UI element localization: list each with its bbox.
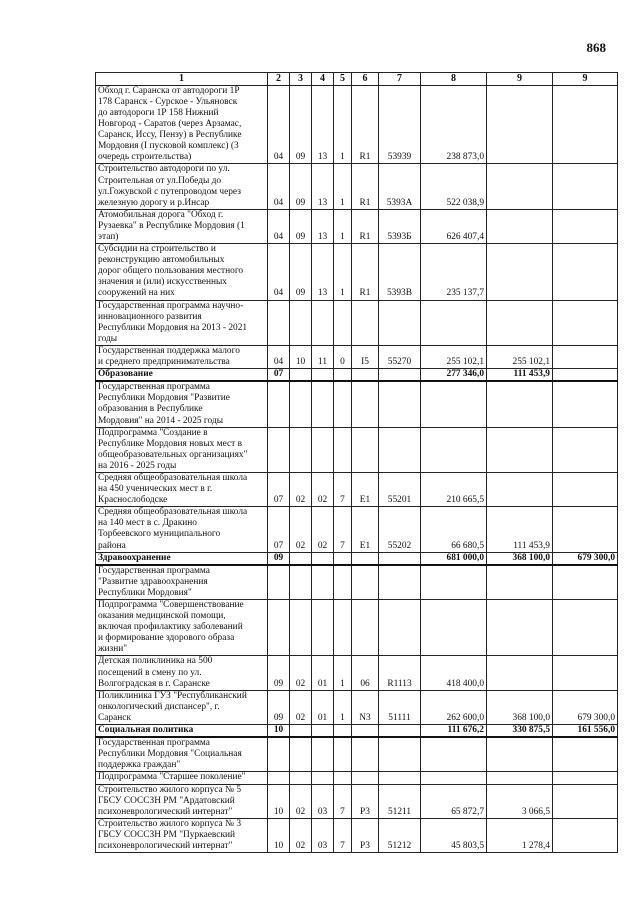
- subprogram-code-cell: [334, 552, 352, 565]
- amount-cell: 1 278,4: [487, 818, 553, 852]
- subsection-code-cell: [290, 600, 312, 656]
- amount-cell: 161 556,0: [553, 725, 618, 738]
- subsection-code-cell: 09: [290, 164, 312, 209]
- subsection-code-cell: [290, 725, 312, 738]
- section-code-cell: [268, 600, 290, 656]
- table-row: [96, 244, 618, 300]
- section-code-cell: [268, 565, 290, 600]
- direction-code-cell: E1: [352, 507, 379, 552]
- amount-cell: 626 407,4: [421, 209, 487, 243]
- table-row: [96, 427, 618, 472]
- subprogram-code-cell: 1: [334, 209, 352, 243]
- expense-code-cell: 51111: [379, 690, 421, 724]
- table-row: [96, 345, 618, 368]
- expense-code-cell: 5393А: [379, 164, 421, 209]
- amount-cell: [421, 300, 487, 345]
- direction-code-cell: [352, 381, 379, 427]
- amount-cell: 66 680,5: [421, 507, 487, 552]
- column-header: 9: [553, 73, 618, 86]
- amount-cell: 262 600,0: [421, 690, 487, 724]
- program-code-cell: 03: [312, 784, 334, 818]
- amount-cell: [553, 164, 618, 209]
- amount-cell: [487, 244, 553, 300]
- page-number: 868: [586, 40, 606, 55]
- amount-cell: [421, 565, 487, 600]
- amount-cell: 65 872,7: [421, 784, 487, 818]
- item-name-cell: Атомобильная дорога "Обход г. Рузаевка" в Республике Мордовия (1 этап): [96, 209, 268, 243]
- direction-code-cell: [352, 725, 379, 738]
- amount-cell: 368 100,0: [487, 690, 553, 724]
- table-row: [96, 565, 618, 600]
- expense-code-cell: [379, 427, 421, 472]
- amount-cell: 681 000,0: [421, 552, 487, 565]
- subprogram-code-cell: [334, 381, 352, 427]
- expense-code-cell: 55201: [379, 472, 421, 506]
- subsection-code-cell: 02: [290, 472, 312, 506]
- program-code-cell: [312, 300, 334, 345]
- subprogram-code-cell: 1: [334, 244, 352, 300]
- item-name-cell: Строительство жилого корпуса № 3 ГБСУ СОССЗН РМ "Пуркаевский психоневрологический интернат": [96, 818, 268, 852]
- column-header: 5: [334, 73, 352, 86]
- expense-code-cell: [379, 381, 421, 427]
- item-name-cell: Образование: [96, 369, 268, 382]
- section-code-cell: [268, 300, 290, 345]
- subsection-code-cell: [290, 427, 312, 472]
- item-name-cell: Подпрограмма "Создание в Республике Мордовия новых мест в общеобразовательных организациях" на 2016 - 2025 годы: [96, 427, 268, 472]
- expense-code-cell: [379, 725, 421, 738]
- section-code-cell: [268, 381, 290, 427]
- amount-cell: [553, 381, 618, 427]
- column-header: 8: [421, 73, 487, 86]
- amount-cell: [487, 472, 553, 506]
- amount-cell: [553, 244, 618, 300]
- subprogram-code-cell: 1: [334, 656, 352, 690]
- direction-code-cell: [352, 427, 379, 472]
- amount-cell: [487, 164, 553, 209]
- subsection-code-cell: [290, 772, 312, 784]
- direction-code-cell: [352, 565, 379, 600]
- subsection-code-cell: [290, 369, 312, 382]
- direction-code-cell: E1: [352, 472, 379, 506]
- item-name-cell: Детская поликлиника на 500 посещений в смену по ул. Волгоградская в г. Саранске: [96, 656, 268, 690]
- table-row: [96, 600, 618, 656]
- item-name-cell: Поликлиника ГУЗ "Республиканский онкологический диспансер", г. Саранск: [96, 690, 268, 724]
- amount-cell: [553, 565, 618, 600]
- column-header: 2: [268, 73, 290, 86]
- amount-cell: [553, 656, 618, 690]
- section-code-cell: 04: [268, 164, 290, 209]
- amount-cell: [553, 300, 618, 345]
- program-code-cell: 11: [312, 345, 334, 368]
- table-row: [96, 507, 618, 552]
- amount-cell: [487, 565, 553, 600]
- program-code-cell: [312, 552, 334, 565]
- direction-code-cell: [352, 772, 379, 784]
- direction-code-cell: R1: [352, 85, 379, 164]
- item-name-cell: Средняя общеобразовательная школа на 140 мест в с. Дракино Торбеевского муниципального района: [96, 507, 268, 552]
- subsection-code-cell: 02: [290, 690, 312, 724]
- section-code-cell: 10: [268, 818, 290, 852]
- subsection-code-cell: [290, 565, 312, 600]
- subprogram-code-cell: [334, 725, 352, 738]
- subsection-code-cell: 09: [290, 209, 312, 243]
- column-header: 4: [312, 73, 334, 86]
- expense-code-cell: 51212: [379, 818, 421, 852]
- item-name-cell: Социальная политика: [96, 725, 268, 738]
- expense-code-cell: [379, 300, 421, 345]
- subsection-code-cell: [290, 381, 312, 427]
- subprogram-code-cell: [334, 300, 352, 345]
- program-code-cell: 13: [312, 85, 334, 164]
- direction-code-cell: [352, 737, 379, 772]
- amount-cell: 111 676,2: [421, 725, 487, 738]
- amount-cell: [421, 772, 487, 784]
- table-row: [96, 209, 618, 243]
- column-header: 6: [352, 73, 379, 86]
- amount-cell: 255 102,1: [487, 345, 553, 368]
- item-name-cell: Строительство автодороги по ул. Строительная от ул.Победы до ул.Гожувской с путепроводом через железную дорогу и р.Инсар: [96, 164, 268, 209]
- direction-code-cell: R1: [352, 209, 379, 243]
- subprogram-code-cell: [334, 772, 352, 784]
- amount-cell: [487, 300, 553, 345]
- table-row: [96, 472, 618, 506]
- expense-code-cell: [379, 369, 421, 382]
- amount-cell: [421, 737, 487, 772]
- program-code-cell: [312, 369, 334, 382]
- subprogram-code-cell: [334, 369, 352, 382]
- subsection-code-cell: [290, 552, 312, 565]
- program-code-cell: 01: [312, 656, 334, 690]
- program-code-cell: 03: [312, 818, 334, 852]
- expense-code-cell: [379, 565, 421, 600]
- amount-cell: 3 066,5: [487, 784, 553, 818]
- subprogram-code-cell: [334, 427, 352, 472]
- program-code-cell: 01: [312, 690, 334, 724]
- item-name-cell: Государственная поддержка малого и среднего предпринимательства: [96, 345, 268, 368]
- program-code-cell: [312, 565, 334, 600]
- program-code-cell: [312, 381, 334, 427]
- amount-cell: [553, 737, 618, 772]
- section-code-cell: 10: [268, 725, 290, 738]
- amount-cell: [487, 737, 553, 772]
- direction-code-cell: I5: [352, 345, 379, 368]
- item-name-cell: Здравоохранение: [96, 552, 268, 565]
- item-name-cell: Государственная программа Республики Мордовия "Социальная поддержка граждан": [96, 737, 268, 772]
- section-code-cell: 04: [268, 209, 290, 243]
- section-code-cell: 09: [268, 690, 290, 724]
- subsection-code-cell: [290, 300, 312, 345]
- direction-code-cell: N3: [352, 690, 379, 724]
- section-code-cell: 10: [268, 784, 290, 818]
- section-code-cell: [268, 772, 290, 784]
- subsection-code-cell: 02: [290, 818, 312, 852]
- expense-code-cell: 55202: [379, 507, 421, 552]
- subsection-code-cell: 09: [290, 244, 312, 300]
- table-row: [96, 381, 618, 427]
- section-code-cell: 07: [268, 472, 290, 506]
- program-code-cell: [312, 772, 334, 784]
- amount-cell: [421, 381, 487, 427]
- amount-cell: [553, 772, 618, 784]
- amount-cell: 368 100,0: [487, 552, 553, 565]
- item-name-cell: Государственная программа научно- инновационного развития Республики Мордовия на 2013 - 2021 годы: [96, 300, 268, 345]
- subprogram-code-cell: [334, 600, 352, 656]
- item-name-cell: Обход г. Саранска от автодороги 1Р 178 Саранск - Сурское - Ульяновск до автодороги 1Р 158 Нижний Новгород - Саратов (через Арзамас, Саранск, Исcу, Пензу) в Республике Мордовия (I пусковой комплекс) (3 очередь строительства): [96, 85, 268, 164]
- amount-cell: [421, 600, 487, 656]
- subprogram-code-cell: 7: [334, 472, 352, 506]
- amount-cell: 235 137,7: [421, 244, 487, 300]
- amount-cell: 255 102,1: [421, 345, 487, 368]
- direction-code-cell: R1: [352, 244, 379, 300]
- program-code-cell: 13: [312, 244, 334, 300]
- subprogram-code-cell: 1: [334, 164, 352, 209]
- item-name-cell: Субсидии на строительство и реконструкцию автомобильных дорог общего пользования местного значения и (или) искусственных сооружений на них: [96, 244, 268, 300]
- section-code-cell: 09: [268, 552, 290, 565]
- direction-code-cell: [352, 369, 379, 382]
- amount-cell: [487, 772, 553, 784]
- amount-cell: [553, 369, 618, 382]
- subprogram-code-cell: 7: [334, 507, 352, 552]
- amount-cell: 330 875,5: [487, 725, 553, 738]
- amount-cell: [487, 85, 553, 164]
- amount-cell: 418 400,0: [421, 656, 487, 690]
- item-name-cell: Средняя общеобразовательная школа на 450 ученических мест в г. Краснослободске: [96, 472, 268, 506]
- subprogram-code-cell: 1: [334, 690, 352, 724]
- program-code-cell: [312, 725, 334, 738]
- subsection-code-cell: [290, 737, 312, 772]
- amount-cell: [553, 472, 618, 506]
- table-row: [96, 690, 618, 724]
- subsection-code-cell: 10: [290, 345, 312, 368]
- direction-code-cell: 06: [352, 656, 379, 690]
- item-name-cell: Строительство жилого корпуса № 5 ГБСУ СОССЗН РМ "Ардатовский психоневрологический интернат": [96, 784, 268, 818]
- column-header: 9: [487, 73, 553, 86]
- program-code-cell: 13: [312, 164, 334, 209]
- table-body: [96, 85, 618, 852]
- table-row: [96, 300, 618, 345]
- expense-code-cell: 5393В: [379, 244, 421, 300]
- expense-code-cell: 51211: [379, 784, 421, 818]
- direction-code-cell: [352, 300, 379, 345]
- amount-cell: 45 803,5: [421, 818, 487, 852]
- subprogram-code-cell: 7: [334, 818, 352, 852]
- direction-code-cell: P3: [352, 784, 379, 818]
- expense-code-cell: [379, 600, 421, 656]
- section-code-cell: [268, 427, 290, 472]
- expense-code-cell: [379, 772, 421, 784]
- amount-cell: 679 300,0: [553, 552, 618, 565]
- program-code-cell: [312, 737, 334, 772]
- section-code-cell: 04: [268, 244, 290, 300]
- section-total-row: [96, 369, 618, 382]
- expense-code-cell: 55270: [379, 345, 421, 368]
- subsection-code-cell: 09: [290, 85, 312, 164]
- program-code-cell: [312, 600, 334, 656]
- amount-cell: 522 038,9: [421, 164, 487, 209]
- subprogram-code-cell: 1: [334, 85, 352, 164]
- amount-cell: [487, 427, 553, 472]
- amount-cell: [553, 209, 618, 243]
- subsection-code-cell: 02: [290, 656, 312, 690]
- program-code-cell: 02: [312, 507, 334, 552]
- program-code-cell: 02: [312, 472, 334, 506]
- direction-code-cell: [352, 552, 379, 565]
- subprogram-code-cell: 0: [334, 345, 352, 368]
- section-total-row: [96, 552, 618, 565]
- table-row: [96, 85, 618, 164]
- amount-cell: 277 346,0: [421, 369, 487, 382]
- amount-cell: [421, 427, 487, 472]
- column-header: 1: [96, 73, 268, 86]
- direction-code-cell: [352, 600, 379, 656]
- section-code-cell: 04: [268, 345, 290, 368]
- expense-code-cell: 5393Б: [379, 209, 421, 243]
- amount-cell: [487, 209, 553, 243]
- subsection-code-cell: 02: [290, 507, 312, 552]
- amount-cell: [553, 818, 618, 852]
- budget-table: [95, 72, 618, 853]
- section-code-cell: 07: [268, 507, 290, 552]
- section-total-row: [96, 725, 618, 738]
- table-row: [96, 784, 618, 818]
- direction-code-cell: R1: [352, 164, 379, 209]
- amount-cell: 111 453,9: [487, 507, 553, 552]
- expense-code-cell: 53939: [379, 85, 421, 164]
- table-row: [96, 818, 618, 852]
- section-code-cell: 07: [268, 369, 290, 382]
- amount-cell: 679 300,0: [553, 690, 618, 724]
- section-code-cell: 09: [268, 656, 290, 690]
- amount-cell: [553, 784, 618, 818]
- subprogram-code-cell: 7: [334, 784, 352, 818]
- column-header: 3: [290, 73, 312, 86]
- program-code-cell: [312, 427, 334, 472]
- amount-cell: [487, 600, 553, 656]
- amount-cell: [553, 507, 618, 552]
- expense-code-cell: [379, 737, 421, 772]
- item-name-cell: Государственная программа Республики Мордовия "Развитие образования в Республике Мордовия" на 2014 - 2025 годы: [96, 381, 268, 427]
- section-code-cell: 04: [268, 85, 290, 164]
- column-number-header-row: [96, 73, 618, 86]
- table-row: [96, 164, 618, 209]
- item-name-cell: Государственная программа "Развитие здравоохранения Республики Мордовия": [96, 565, 268, 600]
- subprogram-code-cell: [334, 565, 352, 600]
- amount-cell: 238 873,0: [421, 85, 487, 164]
- amount-cell: [487, 381, 553, 427]
- direction-code-cell: P3: [352, 818, 379, 852]
- table-row: [96, 737, 618, 772]
- table-row: [96, 656, 618, 690]
- subprogram-code-cell: [334, 737, 352, 772]
- amount-cell: [487, 656, 553, 690]
- table-row: [96, 772, 618, 784]
- subsection-code-cell: 02: [290, 784, 312, 818]
- amount-cell: 111 453,9: [487, 369, 553, 382]
- amount-cell: [553, 345, 618, 368]
- expense-code-cell: R1113: [379, 656, 421, 690]
- amount-cell: 210 665,5: [421, 472, 487, 506]
- amount-cell: [553, 85, 618, 164]
- amount-cell: [553, 600, 618, 656]
- program-code-cell: 13: [312, 209, 334, 243]
- item-name-cell: Подпрограмма "Совершенствование оказания медицинской помощи, включая профилактику заболеваний и формирование здорового образа жизни": [96, 600, 268, 656]
- expense-code-cell: [379, 552, 421, 565]
- amount-cell: [553, 427, 618, 472]
- section-code-cell: [268, 737, 290, 772]
- item-name-cell: Подпрограмма "Старшее поколение": [96, 772, 268, 784]
- column-header: 7: [379, 73, 421, 86]
